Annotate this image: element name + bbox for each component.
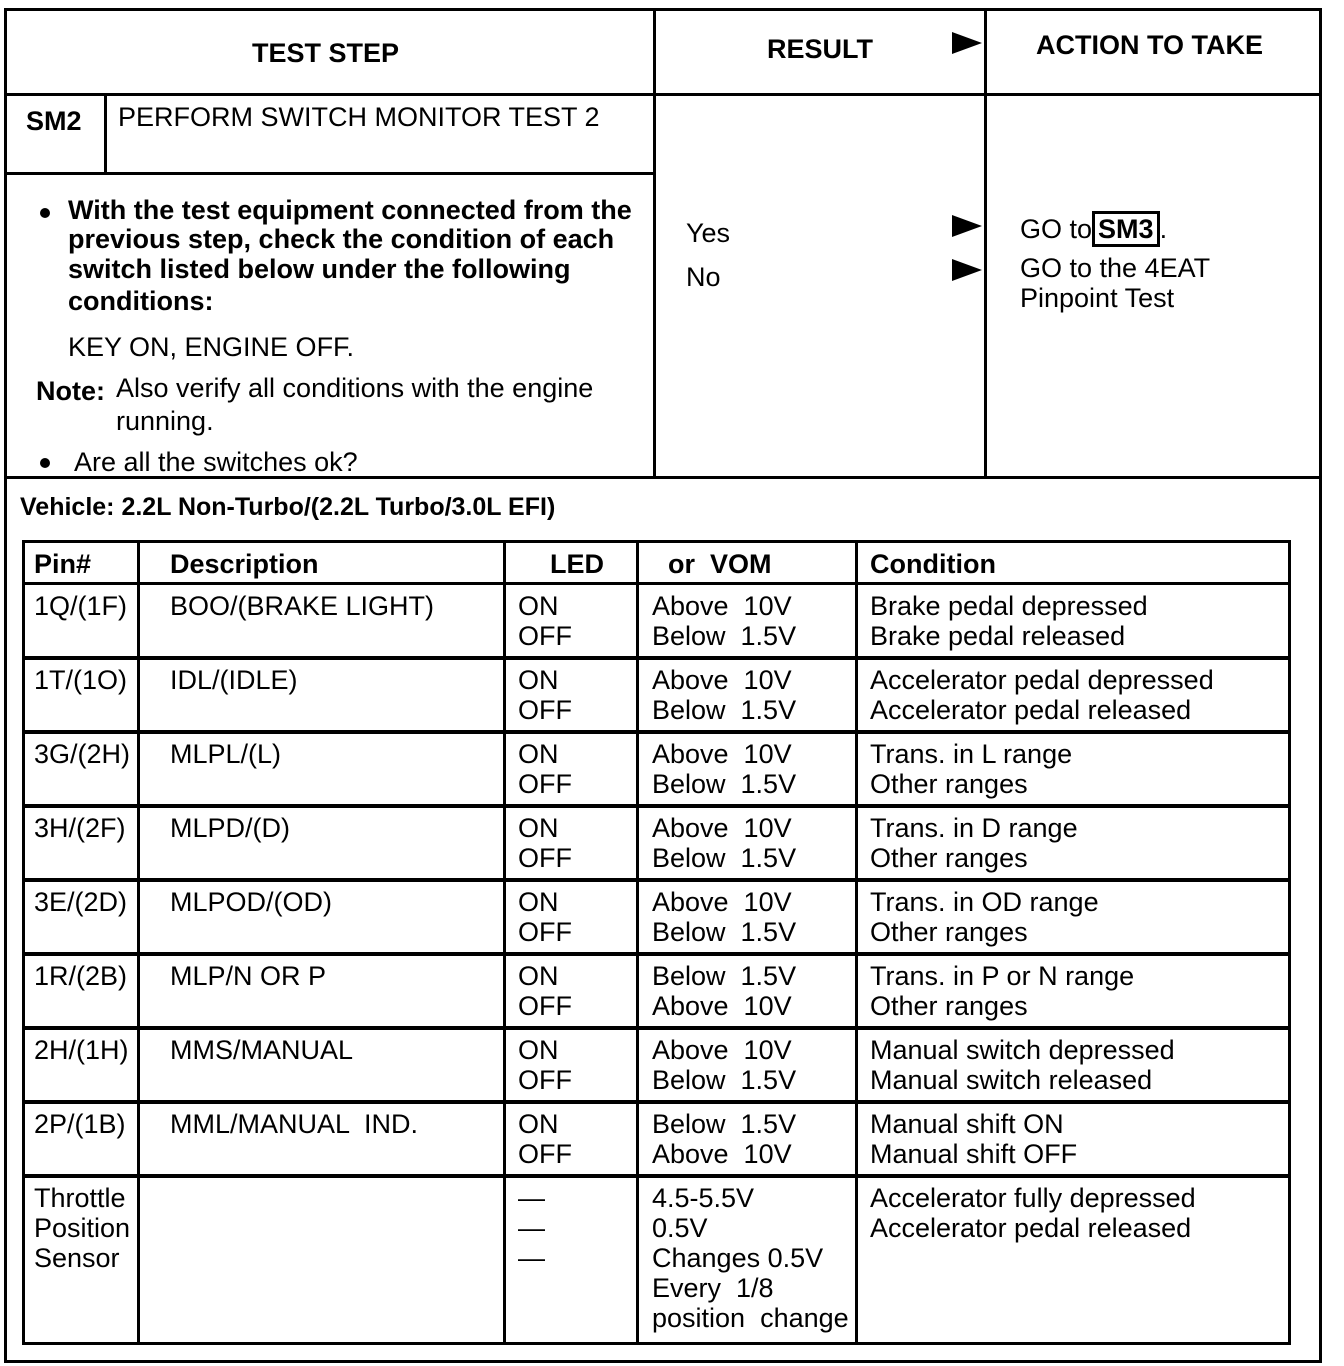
table-column-rule <box>503 540 506 1345</box>
sm3-step-link[interactable]: SM3 <box>1092 211 1160 247</box>
table-cell-desc: IDL/(IDLE) <box>170 665 298 695</box>
table-cell-led: ON OFF <box>518 665 572 725</box>
table-cell-desc: BOO/(BRAKE LIGHT) <box>170 591 435 621</box>
table-row-rule <box>22 952 1291 955</box>
table-bottom-border <box>22 1342 1291 1345</box>
step-title-divider <box>4 172 655 175</box>
table-cell-cond: Trans. in D range Other ranges <box>870 813 1078 873</box>
table-cell-led: ON OFF <box>518 591 572 651</box>
table-cell-led: — — — <box>518 1183 545 1273</box>
table-cell-led: ON OFF <box>518 887 572 947</box>
table-cell-led: ON OFF <box>518 961 572 1021</box>
table-row-rule <box>22 1100 1291 1103</box>
header-result: RESULT <box>767 34 873 64</box>
step-code-divider <box>104 93 107 174</box>
table-cell-pin: 3H/(2F) <box>34 813 126 843</box>
table-left-border <box>22 540 25 1345</box>
table-row-rule <box>22 804 1291 807</box>
table-cell-desc: MMS/MANUAL <box>170 1035 354 1065</box>
result-no: No <box>686 262 721 292</box>
header-test-step: TEST STEP <box>252 38 400 68</box>
header-arrow-icon <box>952 32 982 54</box>
table-cell-vom: Above 10V Below 1.5V <box>652 813 797 873</box>
table-cell-desc: MLP/N OR P <box>170 961 327 991</box>
table-cell-led: ON OFF <box>518 1109 572 1169</box>
instruction-line-4: conditions: <box>68 286 214 316</box>
table-cell-pin: 1R/(2B) <box>34 961 128 991</box>
table-cell-pin: Throttle Position Sensor <box>34 1183 131 1273</box>
note-line-1: Also verify all conditions with the engine <box>116 373 594 403</box>
note-line-2: running. <box>116 406 214 436</box>
table-cell-pin: 2H/(1H) <box>34 1035 129 1065</box>
table-cell-cond: Manual switch depressed Manual switch released <box>870 1035 1175 1095</box>
table-cell-cond: Accelerator fully depressed Accelerator pedal released <box>870 1183 1196 1243</box>
table-column-rule <box>855 540 858 1345</box>
step-code: SM2 <box>26 106 82 136</box>
vehicle-label: Vehicle: 2.2L Non-Turbo/(2.2L Turbo/3.0L EFI) <box>20 493 556 521</box>
result-yes-arrow-icon <box>952 215 982 237</box>
table-cell-pin: 1T/(1O) <box>34 665 128 695</box>
bullet-icon <box>40 458 50 468</box>
table-cell-desc: MLPD/(D) <box>170 813 290 843</box>
note-label: Note: <box>36 376 105 406</box>
table-cell-cond: Brake pedal depressed Brake pedal released <box>870 591 1148 651</box>
table-header-cell: Pin# <box>34 549 92 579</box>
table-cell-cond: Trans. in P or N range Other ranges <box>870 961 1135 1021</box>
table-cell-desc: MML/MANUAL IND. <box>170 1109 419 1139</box>
table-column-rule <box>137 540 140 1345</box>
table-header-cell: Description <box>170 549 319 579</box>
table-header-cell: Condition <box>870 549 996 579</box>
table-cell-led: ON OFF <box>518 813 572 873</box>
table-cell-vom: 4.5-5.5V 0.5V Changes 0.5V Every 1/8 position change <box>652 1183 849 1333</box>
table-cell-vom: Below 1.5V Above 10V <box>652 961 797 1021</box>
table-cell-cond: Trans. in OD range Other ranges <box>870 887 1099 947</box>
table-row-rule <box>22 656 1291 659</box>
action-yes-prefix: GO to <box>1020 214 1093 244</box>
table-header-rule <box>22 582 1291 585</box>
result-no-arrow-icon <box>952 259 982 281</box>
table-cell-pin: 2P/(1B) <box>34 1109 126 1139</box>
table-cell-pin: 1Q/(1F) <box>34 591 128 621</box>
table-cell-pin: 3G/(2H) <box>34 739 131 769</box>
table-cell-vom: Above 10V Below 1.5V <box>652 591 797 651</box>
table-column-rule <box>636 540 639 1345</box>
table-cell-vom: Above 10V Below 1.5V <box>652 665 797 725</box>
step-title: PERFORM SWITCH MONITOR TEST 2 <box>118 102 600 132</box>
instruction-line-1: With the test equipment connected from the <box>68 195 632 225</box>
table-cell-desc: MLPL/(L) <box>170 739 282 769</box>
bullet-icon <box>40 208 50 218</box>
question: Are all the switches ok? <box>74 447 358 477</box>
table-row-rule <box>22 878 1291 881</box>
header-divider <box>4 93 1322 96</box>
table-cell-cond: Accelerator pedal depressed Accelerator pedal released <box>870 665 1214 725</box>
table-cell-cond: Manual shift ON Manual shift OFF <box>870 1109 1078 1169</box>
table-header-cell: LED <box>550 549 604 579</box>
table-top-border <box>22 540 1291 543</box>
result-yes: Yes <box>686 218 731 248</box>
col-divider-action <box>984 8 987 478</box>
table-right-border <box>1288 540 1291 1345</box>
instruction-line-2: previous step, check the condition of each <box>68 224 615 254</box>
action-yes <box>1020 214 1167 244</box>
table-cell-vom: Above 10V Below 1.5V <box>652 739 797 799</box>
col-divider-result <box>653 8 656 478</box>
test-condition: KEY ON, ENGINE OFF. <box>68 332 355 362</box>
action-no-line-1: GO to the 4EAT <box>1020 253 1211 283</box>
table-cell-cond: Trans. in L range Other ranges <box>870 739 1073 799</box>
header-action: ACTION TO TAKE <box>1036 30 1263 60</box>
table-cell-vom: Above 10V Below 1.5V <box>652 887 797 947</box>
table-cell-desc: MLPOD/(OD) <box>170 887 332 917</box>
table-row-rule <box>22 1026 1291 1029</box>
table-cell-vom: Above 10V Below 1.5V <box>652 1035 797 1095</box>
instruction-line-3: switch listed below under the following <box>68 254 571 284</box>
action-yes-suffix: . <box>1159 214 1168 244</box>
table-header-cell: or VOM <box>668 549 772 579</box>
action-no-line-2: Pinpoint Test <box>1020 283 1175 313</box>
table-cell-led: ON OFF <box>518 739 572 799</box>
table-cell-pin: 3E/(2D) <box>34 887 128 917</box>
table-cell-vom: Below 1.5V Above 10V <box>652 1109 797 1169</box>
table-row-rule <box>22 1174 1291 1177</box>
table-cell-led: ON OFF <box>518 1035 572 1095</box>
table-row-rule <box>22 730 1291 733</box>
